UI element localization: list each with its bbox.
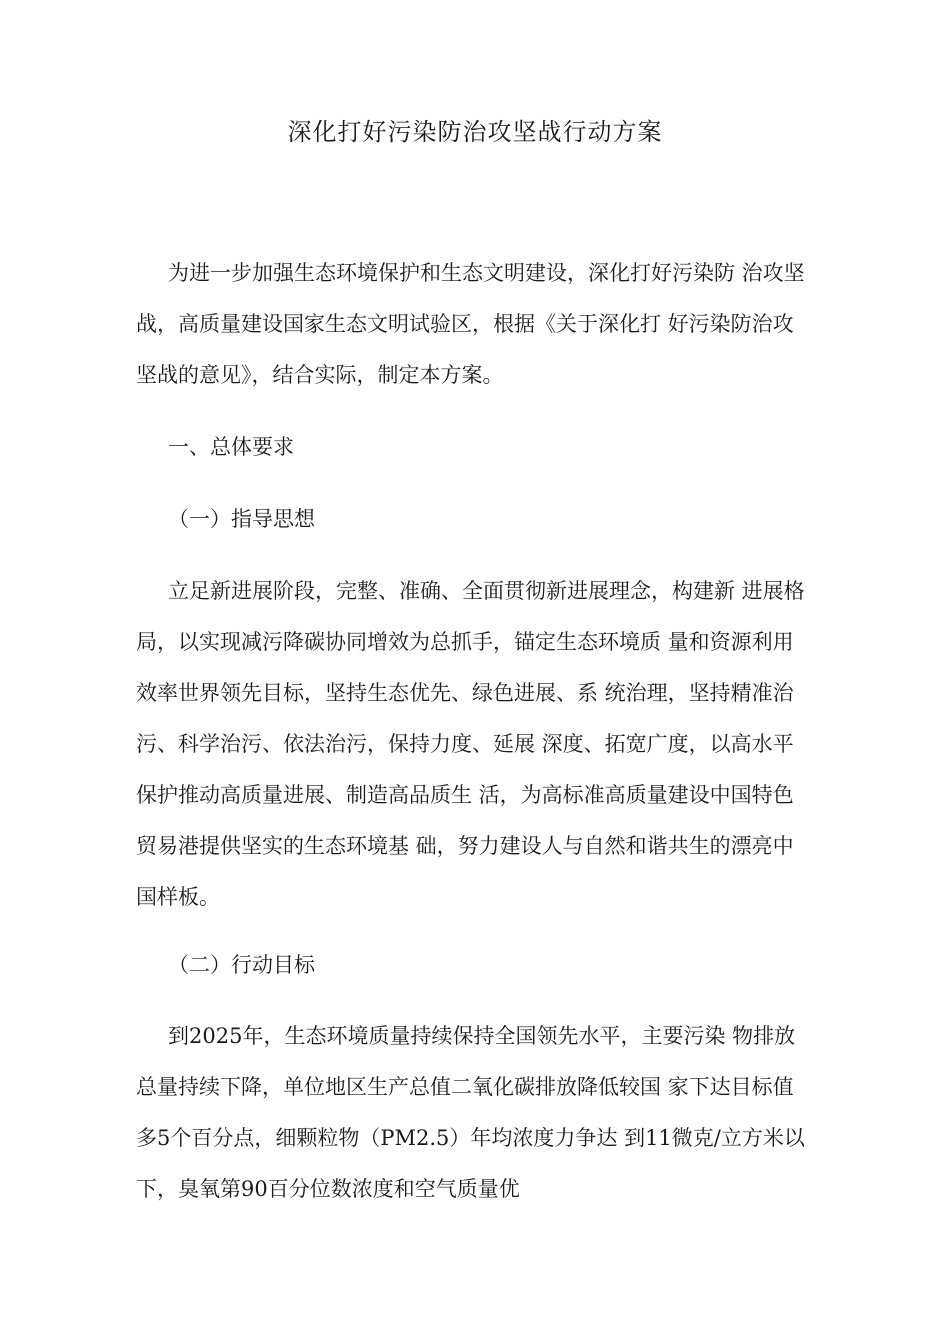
intro-line-3: 坚战的意见》，结合实际，制定本方案。: [136, 363, 504, 387]
goals-line-4: 下，臭氧第90百分位数浓度和空气质量优: [136, 1177, 520, 1201]
ideology-line-6: 贸易港提供坚实的生态环境基 础，努力建设人与自然和谐共生的漂亮中: [136, 834, 794, 858]
ideology-line-3: 效率世界领先目标，坚持生态优先、绿色进展、系 统治理，坚持精准治: [136, 681, 794, 705]
goals-line-3: 多5个百分点，细颗粒物（PM2.5）年均浓度力争达 到11微克/立方米以: [136, 1126, 805, 1150]
ideology-line-1: 立足新进展阶段，完整、准确、全面贯彻新进展理念，构建新 进展格: [168, 579, 805, 603]
intro-line-2: 战，高质量建设国家生态文明试验区，根据《关于深化打 好污染防治攻: [136, 312, 794, 336]
ideology-line-2: 局，以实现减污降碳协同增效为总抓手，锚定生态环境质 量和资源利用: [136, 630, 794, 654]
ideology-line-4: 污、科学治污、依法治污，保持力度、延展 深度、拓宽广度，以高水平: [136, 732, 794, 756]
subsection-heading-action-goals: （二）行动目标: [168, 953, 315, 977]
section-heading-general-requirements: 一、总体要求: [168, 435, 294, 459]
subsection-heading-guiding-ideology: （一）指导思想: [168, 507, 315, 531]
goals-line-1: 到2025年，生态环境质量持续保持全国领先水平，主要污染 物排放: [168, 1024, 796, 1048]
document-title: 深化打好污染防治攻坚战行动方案: [287, 118, 663, 146]
intro-line-1: 为进一步加强生态环境保护和生态文明建设，深化打好污染防 治攻坚: [168, 261, 805, 285]
ideology-line-5: 保护推动高质量进展、制造高品质生 活，为高标准高质量建设中国特色: [136, 783, 794, 807]
ideology-line-7: 国样板。: [136, 885, 220, 909]
goals-line-2: 总量持续下降，单位地区生产总值二氧化碳排放降低较国 家下达目标值: [136, 1075, 794, 1099]
